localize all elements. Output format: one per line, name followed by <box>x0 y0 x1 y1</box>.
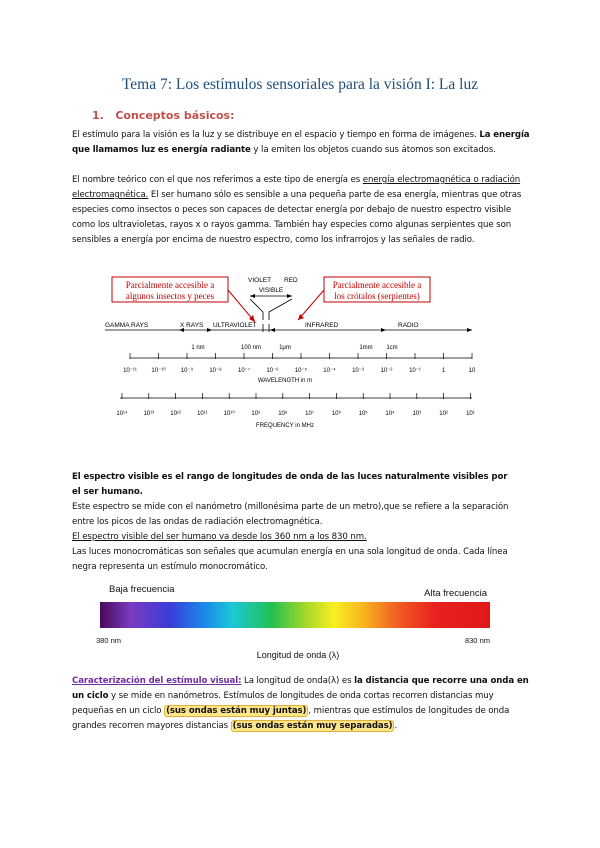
wavelength-tick-label: 10⁻¹ <box>409 368 421 374</box>
visible-funnel-right <box>269 299 292 320</box>
wavelength-axis-label: WAVELENGTH in m <box>257 378 313 384</box>
frequency-ticks <box>116 393 474 417</box>
high-frequency-label: Alta frecuencia <box>424 588 487 599</box>
wavelength-tick-label: 10⁻⁷ <box>237 368 251 374</box>
low-frequency-label: Baja frecuencia <box>109 584 175 595</box>
frequency-tick-label: 10⁶ <box>331 411 341 417</box>
xray-arrow-right <box>207 328 212 332</box>
frequency-tick-label: 10⁷ <box>305 411 315 417</box>
band-infrared: INFRARED <box>305 322 339 329</box>
spectrum-gradient-bar <box>100 602 490 628</box>
frequency-tick-label: 10¹⁴ <box>116 411 128 417</box>
callout-right-arrow <box>298 290 324 320</box>
visible-label: VISIBLE <box>258 287 284 294</box>
visible-spectrum-figure <box>96 584 500 666</box>
red-label: RED <box>284 277 298 284</box>
highlight-short-waves: (sus ondas están muy juntas) <box>166 706 307 716</box>
wl-marker-100nm: 100 nm <box>240 345 262 351</box>
wavelength-tick-label: 1 <box>441 368 446 374</box>
wavelength-tick-label: 10⁻³ <box>352 368 364 374</box>
ir-arrow-right <box>381 328 386 332</box>
wavelength-tick-label: 10⁻⁹ <box>180 368 194 374</box>
spectrum-right-nm: 830 nm <box>464 636 490 645</box>
para2-text-end: El ser humano sólo es sensible a una pequeña parte de esa energía, mientras que otras especies como insectos o peces son capaces de detectar energía por debajo de nuestro espectro visible como los ultravioletas, rayos x o rayos gamma. También hay especies como algunas serpientes que son sensibles a energía por encima de nuestro espectro, como los infrarrojos y las señales de radio. <box>72 190 522 245</box>
section-number: 1. <box>92 109 104 122</box>
para2-underlined: energía electromagnética o radiación electromagnética. <box>72 175 521 200</box>
frequency-tick-label: 10¹¹ <box>197 411 208 417</box>
violet-label: VIOLET <box>248 277 272 284</box>
para2-text: El nombre teórico con el que nos referimos a este tipo de energía es <box>72 175 363 185</box>
band-radio: RADIO <box>398 322 419 329</box>
radio-arrow-right <box>467 328 472 332</box>
page-title: Tema 7: Los estímulos sensoriales para la visión I: La luz <box>121 76 479 93</box>
wavelength-tick-label: 10⁻¹¹ <box>123 368 137 374</box>
band-gamma: GAMMA RAYS <box>105 322 149 329</box>
highlight-long-waves: (sus ondas están muy separadas) <box>232 721 393 731</box>
frequency-tick-label: 10⁹ <box>251 411 261 417</box>
paragraph-electromagnetic <box>72 173 532 248</box>
wl-marker-1um: 1μm <box>279 345 291 351</box>
visible-arrow-left <box>250 294 255 298</box>
frequency-tick-label: 10² <box>439 411 448 417</box>
paragraph-nanometer: Este espectro se mide con el nanómetro (millonésima parte de un metro),que se refiere a la separación entre los picos de las ondas de radiación electromagnética. <box>72 502 509 527</box>
wavelength-tick-label: 10⁻⁸ <box>209 368 222 374</box>
frequency-tick-label: 10⁴ <box>385 411 395 417</box>
para3-line2: el ser humano. <box>72 487 143 497</box>
section-heading <box>92 109 235 122</box>
visible-arrow-right <box>287 294 292 298</box>
callout-right-line2: los crótalos (serpientes) <box>334 291 420 301</box>
ir-arrow-left <box>270 328 275 332</box>
wl-marker-1mm: 1mm <box>359 345 373 351</box>
para7-text-end: . <box>394 721 398 731</box>
frequency-tick-label: 10³ <box>412 411 422 417</box>
characterization-heading: Caracterización del estímulo visual: <box>72 676 242 686</box>
frequency-axis-label: FREQUENCY in MHz <box>256 423 314 429</box>
spectrum-axis-label: Longitud de onda (λ) <box>256 650 340 660</box>
para7-text3: , mientras que estímulos de longitudes de onda grandes recorren mayores distancias <box>72 706 510 731</box>
para1-text-end: y la emiten los objetos cuando sus átomos son excitados. <box>250 145 496 155</box>
callout-left-line1: Parcialmente accesible a <box>125 280 215 290</box>
band-xrays: X RAYS <box>180 322 204 329</box>
wavelength-ticks <box>123 353 476 374</box>
callout-right-line1: Parcialmente accesible a <box>332 280 422 290</box>
em-spectrum-diagram <box>100 270 500 430</box>
wavelength-tick-label: 10⁻⁵ <box>294 368 308 374</box>
paragraph-stimulus <box>72 128 532 158</box>
paragraph-visible-spectrum <box>72 470 532 500</box>
paragraph-characterization <box>72 674 532 734</box>
frequency-tick-label: 10⁵ <box>358 411 368 417</box>
wl-marker-1cm: 1cm <box>386 345 398 351</box>
section-heading-text: Conceptos básicos: <box>115 109 235 122</box>
spectrum-left-nm: 380 nm <box>96 636 122 645</box>
frequency-tick-label: 10¹ <box>466 411 475 417</box>
paragraph-human-range: El espectro visible del ser humano va desde los 360 nm a los 830 nm. <box>72 532 367 542</box>
frequency-tick-label: 10¹⁰ <box>223 411 235 417</box>
wavelength-tick-label: 10⁻⁴ <box>323 368 336 374</box>
para7-text1: La longitud de onda(λ) es <box>241 676 355 686</box>
frequency-tick-label: 10⁸ <box>278 411 288 417</box>
callout-right-arrowhead <box>298 314 304 320</box>
callout-left-line2: algunos insectos y peces <box>125 291 215 301</box>
wavelength-tick-label: 10⁻¹⁰ <box>151 368 166 374</box>
wl-marker-1nm: 1 nm <box>191 345 205 351</box>
para3-line1: El espectro visible es el rango de longitudes de onda de las luces naturalmente visibles por <box>72 472 508 482</box>
band-ultraviolet: ULTRAVIOLET <box>213 322 257 329</box>
paragraph-monochromatic: Las luces monocromáticas son señales que acumulan energía en una sola longitud de onda. Cada línea negra representa un estímulo monocromático. <box>72 547 508 572</box>
para7-text2: y se mide en nanómetros. Estímulos de longitudes de onda cortas recorren distancias muy pequeñas en un ciclo <box>72 691 494 716</box>
para7-bold: la distancia que recorre una onda en un ciclo <box>72 676 529 701</box>
wavelength-tick-label: 10⁻² <box>380 368 393 374</box>
para1-text: El estímulo para la visión es la luz y se distribuye en el espacio y tiempo en forma de imágenes. <box>72 130 480 140</box>
frequency-tick-label: 10¹³ <box>143 411 155 417</box>
wavelength-tick-label: 10⁻⁶ <box>266 368 279 374</box>
para1-bold: La energía que llamamos luz es energía radiante <box>72 130 530 155</box>
wavelength-tick-label: 10 <box>468 368 476 374</box>
frequency-tick-label: 10¹² <box>170 411 181 417</box>
